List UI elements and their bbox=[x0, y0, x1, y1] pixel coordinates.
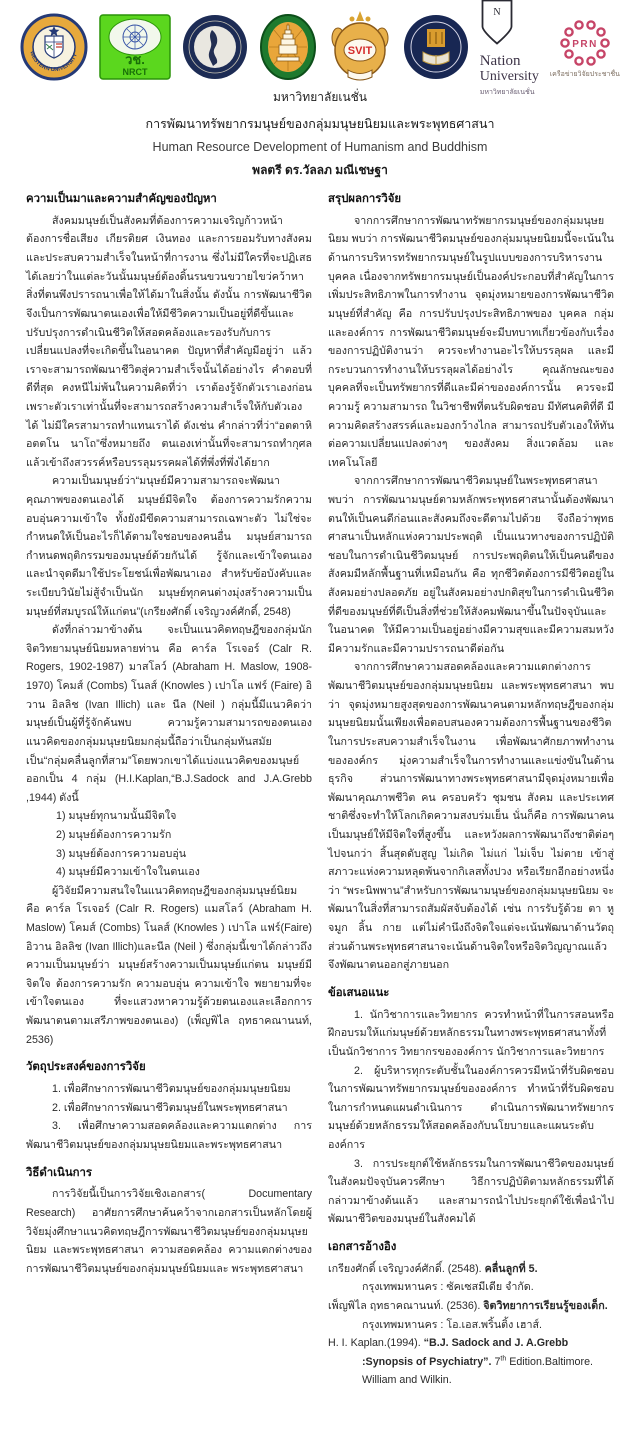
left-column bbox=[26, 190, 312, 1390]
objective-item-1: 1. เพื่อศึกษาการพัฒนาชีวิตมนุษย์ของกลุ่มมนุษยนิยม bbox=[52, 1083, 291, 1096]
round-navy-emblem-logo-icon bbox=[182, 14, 248, 80]
section-heading-references: เอกสารอ้างอิง bbox=[328, 1240, 397, 1253]
human-group-item-2: 2) มนุษย์ต้องการความรัก bbox=[56, 828, 172, 841]
nrct-logo-icon bbox=[99, 14, 171, 80]
title-block bbox=[26, 88, 614, 180]
section-heading-summary: สรุปผลการวิจัย bbox=[328, 193, 402, 205]
summary-paragraph-3: จากการศึกษาความสอดคล้องและความแตกต่างการพัฒนาชีวิตมนุษย์ของกลุ่มมนุษยนิยม และพระพุทธศาสนา พบว่า จุดมุ่งหมายสูงสุดของการพัฒนาคนตามหลักทฤษฎีของกลุ่มมนุษยนิยมนั้นเพียงเพื่อตอบสนองความต้องการพื้นฐานของชีวิตในการประสบความสำเร็จในงาน เพื่อพัฒนาศักยภาพทำงานขององค์กร มุ่งความสำเร็จในการทำงานและแข่งขันในด้านธุรกิจ ส่วนการพัฒนาทางพระพุทธศาสนามีจุดมุ่งหมายเพื่อพัฒนาคุณภาพชีวิต คน ครอบครัว ชุมชน สังคม และประเทศชาติซึ่งจะทำให้โลกเกิดความสงบร่มเย็น นั่นก็คือ การพัฒนาคนเป็นมนุษย์ให้มีจิตใจที่สูงขึ้น และหวังผลการพัฒนาถึงชาติต่อๆไปจนกว่า สิ้นสุดดับสูญ ไม่เกิด ไม่แก่ ไม่เจ็บ ไม่ตาย เข้าสู่สภาวะแห่งความหลุดพ้นจากกิเลสทั้งปวง หรือเรียกอีกอย่างหนึ่งว่า “พระนิพพาน”สำหรับการพัฒนามนุษย์ของกลุ่มมนุษยนิยม จะพัฒนาในสิ่งที่สามารถสัมผัสจับต้องได้ เช่น การรับรู้ด้วย ตา หู จมูก ลิ้น กาย แต่ไม่คำนึงถึงจิตใจแต่จะเน้นพัฒนาด้านวัตถุ ส่วนด้านพระพุทธศาสนาจะเน้นด้านจิตใจหรือจิตวิญญาณแล้วจึงพัฒนาตนออกสู่ภายนอก bbox=[328, 661, 614, 972]
nation-wordmark bbox=[480, 50, 539, 96]
background-paragraph-3: ดังที่กล่าวมาข้างต้น จะเป็นแนวคิดทฤษฎีของกลุ่มนักจิตวิทยามนุษย์นิยมหลายท่าน คือ คาร์ล โรเจอร์ (Calr R. Rogers, 1902-1987) มาสโลว์ (Abraham H. Maslow, 1908-1970) โคมส์ (Combs) โนลส์ (Knowles ) เปาโล แฟร์ (Faire) อิวาน อิลลิช (Ivan Illich) และ นีล (Neil ) กลุ่มนี้มีแนวคิดว่า มนุษย์เป็นผู้ที่รู้จักค้นพบ ความรู้ความสามารถของตนเอง แนวคิดของกลุ่มมนุษยนิยมกลุ่มนี้ถือว่าเป็นกลุ่มทันสมัยเป็น“กลุ่มคลื่นลูกที่สาม”โดยพวกเขาได้แบ่งแนวคิดของมนุษย์ออกเป็น 4 กลุ่ม (H.I.Kaplan,“B.J.Sadock and J.A.Grebb ,1944) ดังนี้ bbox=[26, 624, 312, 804]
section-heading-background: ความเป็นมาและความสำคัญของปัญหา bbox=[26, 193, 217, 205]
svg-text:SVIT: SVIT bbox=[347, 45, 373, 57]
summary-paragraph-2: จากการศึกษาการพัฒนาชีวิตมนุษย์ในพระพุทธศาสนา พบว่า การพัฒนามนุษย์ตามหลักพระพุทธศาสนานั้นต้องพัฒนาตนให้เป็นคนดีก่อนและสังคมถึงจะดีตามไปด้วย จึงถือว่าพุทธศาสนาเป็นหลักแห่งความประพฤติ เป็นแนวทางของการปฏิบัติชอบในการดำเนินชีวิตมนุษย์ การประพฤติตนให้เป็นคนดีของสังคมมีหลักพื้นฐานที่เหมือนกัน คือ ทุกชีวิตต้องการมีชีวิตอยู่ในสังคมอย่างปลอดภัย อยู่ในสังคมอย่างปกติสุขในการดำเนินชีวิตที่ดีของมนุษย์ที่ดีเป็นสิ่งที่ช่วยให้สังคมพัฒนาขึ้นในปัจจุบันและในอนาคต ให้มีความเป็นอยู่อย่างมีความสุขและมีความสมหวัง มีความรักและมีความปรารถนาดีต่อกัน bbox=[328, 475, 614, 655]
nation-word-2: University bbox=[479, 69, 539, 84]
reference-item-2: เพ็ญพิไล ฤทธาคณานนท์. (2536). จิตวิทยาการเรียนรู้ของเด็ก. กรุงเทพมหานคร : โอ.เอส.พริ้นติ้ง เฮาส์. bbox=[328, 1300, 608, 1331]
prn-network-logo bbox=[550, 17, 620, 78]
human-group-item-4: 4) มนุษย์มีความเข้าใจในตนเอง bbox=[56, 866, 200, 879]
section-heading-method: วิธีดำเนินการ bbox=[26, 1166, 93, 1179]
western-university-logo-icon bbox=[20, 13, 88, 81]
nation-university-logo bbox=[480, 0, 539, 96]
reference-item-3: H. I. Kaplan.(1994). “B.J. Sadock and J. A.Grebb :Synopsis of Psychiatry”. 7th Edition.Baltimore. William and Wilkin. bbox=[328, 1337, 593, 1387]
prn-caption: เครือข่ายวิจัยประชาชื่น bbox=[549, 70, 620, 78]
logo-strip bbox=[20, 7, 620, 96]
recommendation-item-2: 2. ผู้บริหารทุกระดับชั้นในองค์การควรมีหน้าที่รับผิดชอบในการพัฒนาทรัพยากรมนุษย์ขององค์การ ทำหน้าที่รับผิดชอบในการกำหนดแผนดำเนินการ ดำเนินการพัฒนาทรัพยากรมนุษย์ด้วยหลักธรรมให้สอดคล้องกับนโยบายและแผนระดับองค์การ bbox=[328, 1064, 614, 1151]
background-paragraph-4: ผู้วิจัยมีความสนใจในแนวคิดทฤษฎีของกลุ่มมนุษย์นิยม คือ คาร์ล โรเจอร์ (Calr R. Rogers) แมสโลว์ (Abraham H. Maslow) โคมส์ (Combs) โนลส์ (Knowles ) เปาโล แฟร์(Faire) อิวาน อิลลิช (Ivan Illich)และนีล (Neil ) ซึ่งกลุ่มนี้เขาได้กล่าวถึงความเป็นมนุษย์ว่า มนุษย์สร้างความเป็นมนุษย์แก่ตน มนุษย์มีจิตใจ ต้องการความรัก ความอบอุ่น ความเข้าใจ พยายามที่จะเข้าใจตนเอง ที่จะแสวงหาความรู้ด้วยตนเองและเลือกการพัฒนาตนตามเสรีภาพของตนเอง) (เพ็ญพิไล ฤทธาคณานนท์, 2536) bbox=[26, 884, 312, 1046]
green-oval-chedi-logo-icon bbox=[259, 13, 317, 81]
svit-logo-icon bbox=[328, 10, 392, 84]
objective-item-2: 2. เพื่อศึกษาการพัฒนาชีวิตมนุษย์ในพระพุทธศาสนา bbox=[52, 1101, 288, 1114]
university-name: มหาวิทยาลัยเนชั่น bbox=[272, 90, 367, 104]
svg-text:N: N bbox=[493, 7, 501, 18]
navy-gold-college-logo-icon bbox=[403, 14, 469, 80]
human-group-item-3: 3) มนุษย์ต้องการความอบอุ่น bbox=[56, 847, 187, 860]
paper-title-thai: การพัฒนาทรัพยากรมนุษย์ของกลุ่มมนุษยนิยมและพระพุทธศาสนา bbox=[145, 117, 495, 131]
background-paragraph-1: สังคมมนุษย์เป็นสังคมที่ต้องการความเจริญก้าวหน้า ต้องการชื่อเสียง เกียรติยศ เงินทอง และการยอมรับทางสังคมและประสบความสำเร็จในหน้าที่การงาน ซึ่งไม่มีใครที่จะปฏิเสธได้เลยว่าในแต่ละวันนั้นมนุษย์ต้องดิ้นรนขวนขวายไขว่คว้าหาสิ่งที่ตนพึงปรารถนาเพื่อให้ได้มาในสิ่งนั้น ดังนั้น การพัฒนาชีวิตจึงเป็นการพัฒนาตนเองเพื่อให้มีชีวิตความเป็นอยู่ที่ดีขึ้นและปรับปรุงการดำเนินชีวิตให้สอดคล้องและรองรับกับการเปลี่ยนแปลงที่จะเกิดขึ้นในอนาคต ปัญหาที่สำคัญมีอยู่ว่า แล้วเราจะสามารถพัฒนาชีวิตสู่ความสำเร็จนั้นได้อย่างไร คำตอบที่ดีที่สุด คงหนีไม่พ้นในความคิดที่ว่า เราต้องรู้จักตัวเราเองก่อน เพราะตัวเราเท่านั้นที่จะสามารถสร้างความสำเร็จให้กับตัวเองได้ ไม่มีใครสามารถทำแทนเราได้ ดังเช่น คำกล่าวที่ว่า“อตตาหิ อตตโน นาโถ”ซึ่งหมายถึง ตนเองเท่านั้นที่จะสามารถทำกุศลแล้วเข้าถึงสวรรค์หรือบรรลุมรรคผลได้ที่พึ่งที่พึ่งได้ยาก bbox=[26, 214, 312, 469]
nation-word-1: Nation bbox=[479, 53, 521, 69]
method-paragraph: การวิจัยนี้เป็นการวิจัยเชิงเอกสาร( Documentary Research) อาศัยการศึกษาค้นคว้าจากเอกสารเป็นหลักโดยผู้วิจัยมุ่งศึกษาแนวคิดทฤษฎีการพัฒนาชีวิตมนุษย์ของกลุ่มมนุษยนิยม และพระพุทธศาสนา ความสอดคล้อง ความแตกต่างของการพัฒนาชีวิตมนุษย์ของกลุ่มมนุษย์นิยมและ พระพุทธศาสนา bbox=[26, 1188, 312, 1275]
prn-ring-icon bbox=[552, 17, 618, 69]
objective-item-3: 3. เพื่อศึกษาความสอดคล้องและความแตกต่าง การพัฒนาชีวิตมนุษย์ของกลุ่มมนุษยนิยมและพระพุทธศาสนา bbox=[26, 1120, 312, 1151]
nation-shield-icon bbox=[480, 0, 514, 46]
svg-text:WESTERN UNIVERSITY: WESTERN UNIVERSITY bbox=[28, 50, 79, 74]
section-heading-objectives: วัตถุประสงค์ของการวิจัย bbox=[26, 1061, 146, 1074]
svg-text:วช.: วช. bbox=[125, 52, 145, 67]
svg-text:NRCT: NRCT bbox=[122, 67, 148, 77]
nation-thai-caption: มหาวิทยาลัยเนชั่น bbox=[479, 89, 535, 96]
article-body bbox=[26, 190, 614, 1390]
summary-paragraph-1: จากการศึกษาการพัฒนาทรัพยากรมนุษย์ของกลุ่มมนุษยนิยม พบว่า การพัฒนาชีวิตมนุษย์ของกลุ่มมนุษยนิยมนี้จะเน้นในด้านการบริหารทรัพยากรมนุษย์ในรูปแบบของการบริหารงานบุคคล เนื่องจากทรัพยากรมนุษย์เป็นองค์ประกอบที่สำคัญในการเพิ่มประสิทธิภาพในการทำงาน จุดมุ่งหมายของการพัฒนาชีวิตมนุษย์ที่สำคัญ คือ การปรับปรุงประสิทธิภาพของ บุคคล กลุ่ม และองค์การ การพัฒนาชีวิตมนุษย์จะมีบทบาทเกี่ยวข้องกับเรื่องของการปฏิบัติงานว่า ควรจะทำงานอะไรให้บรรลุผล และมีกระบวนการทำงานให้บรรลุผลได้อย่างไร คุณลักษณะของบุคคลที่จะเป็นทรัพยากรที่ดีและมีค่าขององค์การนั้น ควรจะมีความรู้ ความสามารถ ในวิชาชีพที่ตนรับผิดชอบ มีทัศนคติที่ดี มีความคิดสร้างสรรค์และมองกว้างไกล สามารถปรับตัวเองให้ทันต่อความเปลี่ยนแปลงต่างๆ ของสังคม สิ่งแวดล้อม และ เทคโนโลยี bbox=[328, 214, 614, 469]
reference-item-1: เกรียงศักดิ์ เจริญวงค์ศักดิ์. (2548). คลื่นลูกที่ 5. กรุงเทพมหานคร : ซัคเซสมีเดีย จำกัด. bbox=[328, 1262, 538, 1294]
paper-title-english: Human Resource Development of Humanism and Buddhism bbox=[152, 140, 488, 154]
recommendation-item-1: 1. นักวิชาการและวิทยากร ควรทำหน้าที่ในการสอนหรือฝึกอบรมให้แก่มนุษย์ด้วยหลักธรรมในทางพระพุทธศาสนาทั้งที่เป็นนักวิชาการ วิทยากรขององค์การ นักวิชาการและวิทยากร bbox=[328, 1008, 614, 1058]
reference-list bbox=[328, 1260, 614, 1390]
right-column bbox=[328, 190, 614, 1390]
human-group-item-1: 1) มนุษย์ทุกนามนั้นมีจิตใจ bbox=[56, 810, 177, 823]
background-paragraph-2: ความเป็นมนุษย์ว่า“มนุษย์มีความสามารถจะพัฒนาคุณภาพของตนเองได้ มนุษย์มีจิตใจ ต้องการความรักความอบอุ่นความเข้าใจ ทั้งยังมีขีดความสามารถเฉพาะตัว ไม่ใช่จะกำหนดให้เป็นอะไรก็ได้ตามใจชอบของคนอื่น มนุษย์สามารถกำหนดพฤติกรรมของมนุษย์ด้วยกันได้ รู้จักและเข้าใจตนเอง และนำจุดดีมาใช้ประโยชน์เพื่อพัฒนาเอง สำหรับข้อบังคับและระเบียบวินัยไม่สู้จำเป็นนัก มนุษย์ทุกคนต่างมุ่งสร้างความเป็นมนุษย์ที่สมบูรณ์ให้แก่ตน”(เกรียงศักดิ์ เจริญวงค์ศักดิ์, 2548) bbox=[26, 475, 312, 618]
recommendation-item-3: 3. การประยุกต์ใช้หลักธรรมในการพัฒนาชีวิตของมนุษย์ในสังคมปัจจุบันควรศึกษา วิธีการปฏิบัติตามหลักธรรมที่ได้กล่าวมาข้างต้นแล้ว และสามารถนำไปประยุกต์ใช้เพื่อนำไปพัฒนาชีวิตของมนุษย์ในสังคมได้ bbox=[328, 1157, 614, 1226]
section-heading-recommendations: ข้อเสนอแนะ bbox=[328, 986, 390, 999]
svg-text:PRN: PRN bbox=[572, 38, 598, 50]
author-name: พลตรี ดร.วัลลภ มณีเชษฐา bbox=[252, 163, 388, 177]
